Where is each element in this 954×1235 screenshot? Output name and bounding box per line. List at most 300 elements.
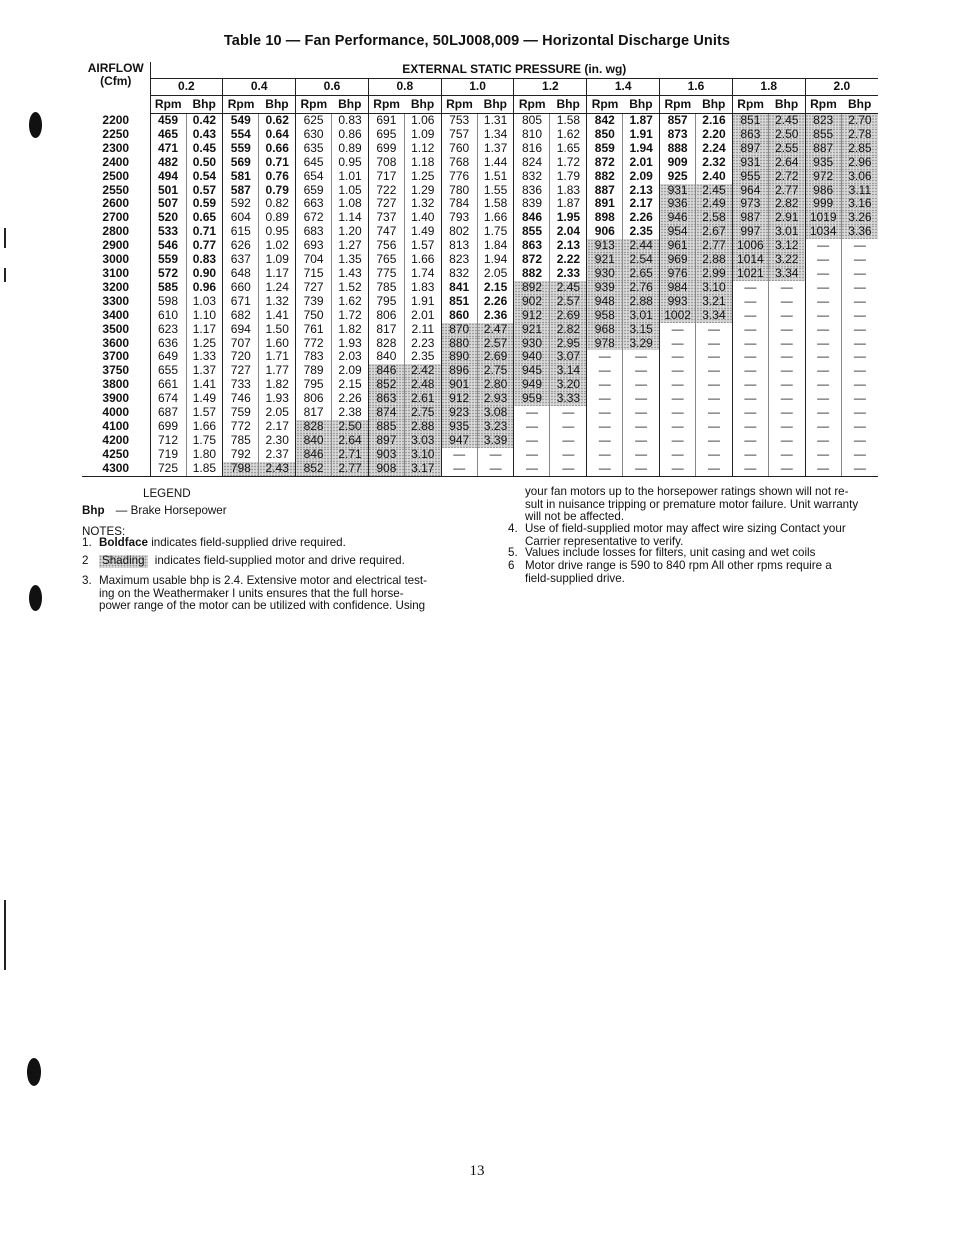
rpm-cell: 746 (223, 392, 259, 406)
rpm-cell: — (587, 392, 623, 406)
bhp-cell: 1.44 (477, 156, 514, 170)
bhp-cell: — (841, 448, 878, 462)
bhp-cell: — (841, 392, 878, 406)
bhp-cell: 2.09 (332, 364, 369, 378)
table-row (82, 142, 878, 156)
binder-hole-mark (27, 1058, 41, 1086)
bhp-cell: 0.77 (186, 239, 223, 253)
rpm-subheader: Rpm (805, 96, 841, 114)
bhp-cell: 1.09 (404, 128, 441, 142)
rpm-cell: 604 (223, 211, 259, 225)
rpm-cell: — (587, 420, 623, 434)
bhp-cell: 3.03 (404, 434, 441, 448)
note-2-text: indicates field-supplied motor and drive required. (151, 554, 405, 567)
bhp-cell: — (841, 420, 878, 434)
rpm-cell: 569 (223, 156, 259, 170)
rpm-cell: 874 (368, 406, 404, 420)
rpm-cell: — (732, 434, 768, 448)
bhp-cell: — (623, 462, 660, 476)
rpm-cell: — (660, 350, 696, 364)
bhp-cell: 1.80 (186, 448, 223, 462)
bhp-cell: 1.83 (550, 184, 587, 198)
rpm-cell: 828 (296, 420, 332, 434)
bhp-cell: 1.25 (404, 170, 441, 184)
rpm-cell: 925 (660, 170, 696, 184)
note-3-continued-line: your fan motors up to the horsepower ratings shown will not re- (525, 485, 849, 498)
table-row (82, 350, 878, 364)
bhp-cell: 3.29 (623, 337, 660, 351)
bhp-cell: — (623, 406, 660, 420)
bhp-cell: 2.17 (623, 197, 660, 211)
rpm-cell: 839 (514, 197, 550, 211)
rpm-cell: 948 (587, 295, 623, 309)
rpm-cell: 806 (296, 392, 332, 406)
rpm-cell: — (660, 448, 696, 462)
bhp-cell: 1.75 (477, 225, 514, 239)
rpm-cell: 969 (660, 253, 696, 267)
edge-mark (4, 268, 6, 282)
bhp-cell: — (550, 434, 587, 448)
rpm-cell: 930 (587, 267, 623, 281)
rpm-cell: 699 (368, 142, 404, 156)
bhp-cell: 1.14 (332, 211, 369, 225)
bhp-cell: — (768, 448, 805, 462)
bhp-cell: — (696, 448, 733, 462)
rpm-cell: 776 (441, 170, 477, 184)
rpm-cell: 976 (660, 267, 696, 281)
rpm-cell: — (660, 323, 696, 337)
rpm-cell: — (587, 462, 623, 476)
bhp-cell: 3.10 (696, 281, 733, 295)
rpm-cell: — (732, 378, 768, 392)
note-3-line: ing on the Weathermaker I units ensures that the full horse- (99, 586, 404, 600)
bhp-cell: 3.10 (404, 448, 441, 462)
rpm-subheader: Rpm (441, 96, 477, 114)
rpm-cell: 863 (732, 128, 768, 142)
bhp-cell: 1.37 (186, 364, 223, 378)
bhp-cell: 2.43 (259, 462, 296, 476)
rpm-cell: — (660, 392, 696, 406)
rpm-cell: 715 (296, 267, 332, 281)
rpm-cell: — (805, 253, 841, 267)
note-2-number: 2 (82, 554, 89, 567)
rpm-cell: — (587, 364, 623, 378)
bhp-cell: — (841, 434, 878, 448)
airflow-cell: 3300 (102, 294, 130, 308)
rpm-cell: 559 (150, 253, 186, 267)
rpm-cell: 648 (223, 267, 259, 281)
rpm-cell: — (732, 392, 768, 406)
bhp-cell: 1.57 (186, 406, 223, 420)
bhp-subheader: Bhp (186, 96, 223, 114)
rpm-subheader: Rpm (514, 96, 550, 114)
rpm-cell: 935 (805, 156, 841, 170)
bhp-cell: 0.90 (186, 267, 223, 281)
bhp-cell: 1.62 (550, 128, 587, 142)
bhp-cell: 2.38 (332, 406, 369, 420)
bhp-cell: 1.49 (404, 225, 441, 239)
rpm-cell: 482 (150, 156, 186, 170)
bhp-cell: 2.57 (550, 295, 587, 309)
table-row (82, 211, 878, 225)
bhp-cell: 1.66 (477, 211, 514, 225)
rpm-cell: 636 (150, 337, 186, 351)
bhp-cell: — (696, 420, 733, 434)
bhp-cell: 2.93 (477, 392, 514, 406)
bhp-cell: 1.24 (259, 281, 296, 295)
note-6-line: field-supplied drive. (525, 571, 625, 585)
bhp-cell: 2.61 (404, 392, 441, 406)
bhp-cell: — (623, 420, 660, 434)
rpm-cell: 1014 (732, 253, 768, 267)
bhp-cell: 2.75 (404, 406, 441, 420)
note-1-bold-term: Boldface (99, 536, 148, 549)
bhp-cell: 2.88 (696, 253, 733, 267)
note-4-number: 4. (508, 522, 518, 535)
rpm-cell: 863 (368, 392, 404, 406)
bhp-cell: — (841, 267, 878, 281)
rpm-subheader: Rpm (223, 96, 259, 114)
rpm-cell: 775 (368, 267, 404, 281)
bhp-cell: 1.84 (477, 239, 514, 253)
bhp-cell: 2.58 (696, 211, 733, 225)
bhp-cell: 3.36 (841, 225, 878, 239)
rpm-cell: 494 (150, 170, 186, 184)
rpm-cell: 587 (223, 184, 259, 198)
rpm-cell: 902 (514, 295, 550, 309)
rpm-cell: — (514, 434, 550, 448)
table-row (82, 114, 878, 128)
bhp-cell: — (623, 364, 660, 378)
rpm-cell: 906 (587, 225, 623, 239)
rpm-cell: 816 (514, 142, 550, 156)
rpm-cell: 585 (150, 281, 186, 295)
bhp-cell: — (623, 378, 660, 392)
rpm-subheader: Rpm (587, 96, 623, 114)
rpm-cell: 840 (296, 434, 332, 448)
rpm-cell: 872 (587, 156, 623, 170)
bhp-cell: 1.40 (404, 211, 441, 225)
rpm-cell: 855 (514, 225, 550, 239)
airflow-cell: 3900 (102, 392, 130, 406)
rpm-cell: 993 (660, 295, 696, 309)
rpm-cell: 851 (441, 295, 477, 309)
rpm-cell: — (732, 309, 768, 323)
rpm-cell: 572 (150, 267, 186, 281)
table-row (82, 253, 878, 267)
bhp-cell: 2.50 (768, 128, 805, 142)
rpm-cell: 1006 (732, 239, 768, 253)
bhp-cell: 0.45 (186, 142, 223, 156)
rpm-cell: 912 (441, 392, 477, 406)
bhp-cell: 2.99 (696, 267, 733, 281)
rpm-cell: 761 (296, 323, 332, 337)
rpm-cell: — (732, 323, 768, 337)
bhp-cell: — (768, 309, 805, 323)
rpm-cell: 832 (514, 170, 550, 184)
airflow-cell: 4000 (102, 406, 130, 420)
airflow-cell: 2550 (102, 183, 130, 197)
rpm-cell: 546 (150, 239, 186, 253)
bhp-cell: 2.37 (259, 448, 296, 462)
bhp-cell: 1.85 (186, 462, 223, 476)
rpm-cell: — (805, 337, 841, 351)
bhp-cell: 2.01 (404, 309, 441, 323)
bhp-cell: 0.79 (259, 184, 296, 198)
bhp-cell: 2.15 (332, 378, 369, 392)
bhp-cell: 0.42 (186, 114, 223, 128)
rpm-cell: 997 (732, 225, 768, 239)
bhp-cell: — (768, 462, 805, 476)
rpm-cell: — (805, 392, 841, 406)
rpm-cell: 704 (296, 253, 332, 267)
rpm-cell: 660 (223, 281, 259, 295)
bhp-subheader: Bhp (623, 96, 660, 114)
bhp-cell: — (841, 364, 878, 378)
bhp-cell: — (841, 350, 878, 364)
rpm-cell: — (660, 462, 696, 476)
bhp-cell: 0.71 (259, 156, 296, 170)
rpm-cell: 945 (514, 364, 550, 378)
bhp-cell: 1.10 (186, 309, 223, 323)
rpm-subheader: Rpm (368, 96, 404, 114)
bhp-cell: 2.45 (768, 114, 805, 128)
airflow-cell: 3400 (102, 308, 130, 322)
rpm-cell: 873 (660, 128, 696, 142)
rpm-cell: 712 (150, 434, 186, 448)
table-row (82, 434, 878, 448)
airflow-cell: 4200 (102, 433, 130, 447)
bhp-cell: 1.58 (550, 114, 587, 128)
rpm-cell: 795 (296, 378, 332, 392)
pressure-header: 0.2 (150, 79, 223, 96)
bhp-cell: 2.95 (550, 337, 587, 351)
rpm-cell: 465 (150, 128, 186, 142)
table-row (82, 170, 878, 184)
rpm-cell: 936 (660, 197, 696, 211)
bhp-cell: 2.17 (259, 420, 296, 434)
rpm-cell: 841 (441, 281, 477, 295)
rpm-cell: 757 (441, 128, 477, 142)
table-row (82, 337, 878, 351)
airflow-cell: 3600 (102, 336, 130, 350)
rpm-cell: — (732, 364, 768, 378)
rpm-cell: — (805, 434, 841, 448)
note-3 (82, 575, 462, 615)
airflow-cell: 3200 (102, 280, 130, 294)
rpm-cell: 846 (514, 211, 550, 225)
airflow-header-unit: (Cfm) (100, 74, 132, 88)
rpm-cell: 760 (441, 142, 477, 156)
rpm-cell: 931 (660, 184, 696, 198)
airflow-cell: 3700 (102, 350, 130, 364)
bhp-cell: — (696, 462, 733, 476)
rpm-cell: 785 (223, 434, 259, 448)
bhp-cell: 1.93 (259, 392, 296, 406)
rpm-cell: 968 (587, 323, 623, 337)
bhp-cell: 0.43 (186, 128, 223, 142)
rpm-cell: 626 (223, 239, 259, 253)
rpm-cell: 759 (223, 406, 259, 420)
bhp-cell: — (841, 337, 878, 351)
rpm-cell: 507 (150, 197, 186, 211)
page-number: 13 (469, 1163, 485, 1179)
bhp-cell: 0.89 (259, 211, 296, 225)
rpm-cell: 890 (441, 350, 477, 364)
bhp-cell: — (768, 434, 805, 448)
rpm-cell: 947 (441, 434, 477, 448)
bhp-cell: 1.93 (332, 337, 369, 351)
airflow-cell: 2600 (102, 197, 130, 211)
rpm-cell: 672 (296, 211, 332, 225)
airflow-cell: 3000 (102, 253, 130, 267)
rpm-cell: 630 (296, 128, 332, 142)
bhp-cell: 2.88 (404, 420, 441, 434)
rpm-cell: 810 (514, 128, 550, 142)
rpm-cell: 655 (150, 364, 186, 378)
rpm-cell: 888 (660, 142, 696, 156)
rpm-cell: 870 (441, 323, 477, 337)
rpm-cell: 792 (223, 448, 259, 462)
rpm-cell: — (732, 350, 768, 364)
bhp-cell: 1.09 (259, 253, 296, 267)
bhp-cell: 3.08 (477, 406, 514, 420)
rpm-cell: 852 (296, 462, 332, 476)
note-6 (508, 560, 888, 587)
bhp-cell: 1.12 (404, 142, 441, 156)
bhp-cell: 2.57 (477, 337, 514, 351)
airflow-cell: 3500 (102, 322, 130, 336)
bhp-cell: 1.95 (550, 211, 587, 225)
bhp-cell: — (841, 295, 878, 309)
bhp-cell: 2.82 (550, 323, 587, 337)
rpm-cell: 671 (223, 295, 259, 309)
bhp-cell: 2.03 (332, 350, 369, 364)
rpm-cell: — (805, 462, 841, 476)
airflow-cell: 2800 (102, 225, 130, 239)
bhp-cell: 2.26 (623, 211, 660, 225)
rpm-cell: 635 (296, 142, 332, 156)
rpm-cell: 733 (223, 378, 259, 392)
bhp-cell: — (696, 350, 733, 364)
bhp-cell: 3.16 (841, 197, 878, 211)
edge-mark (4, 228, 6, 248)
pressure-header: 1.4 (587, 79, 660, 96)
rpm-cell: 887 (587, 184, 623, 198)
external-static-pressure-header: EXTERNAL STATIC PRESSURE (in. wg) (150, 62, 878, 79)
rpm-cell: — (732, 406, 768, 420)
legend-bhp-abbr: Bhp (82, 504, 105, 517)
rpm-cell: — (441, 448, 477, 462)
rpm-cell: 739 (296, 295, 332, 309)
bhp-cell: 3.34 (696, 309, 733, 323)
table-row (82, 420, 878, 434)
rpm-cell: 898 (587, 211, 623, 225)
rpm-cell: 768 (441, 156, 477, 170)
bhp-cell: 1.33 (186, 350, 223, 364)
note-1 (82, 537, 482, 550)
bhp-cell: 2.16 (696, 114, 733, 128)
bhp-subheader: Bhp (477, 96, 514, 114)
bhp-cell: 2.77 (768, 184, 805, 198)
rpm-cell: 795 (368, 295, 404, 309)
bhp-cell: 2.50 (332, 420, 369, 434)
bhp-cell: 2.70 (841, 114, 878, 128)
bhp-cell: 0.83 (332, 114, 369, 128)
bhp-cell: — (841, 309, 878, 323)
bhp-cell: 3.20 (550, 378, 587, 392)
airflow-cell: 2250 (102, 127, 130, 141)
table-row (82, 364, 878, 378)
bhp-cell: — (768, 364, 805, 378)
bhp-cell: 3.34 (768, 267, 805, 281)
rpm-cell: — (660, 378, 696, 392)
rpm-cell: 921 (514, 323, 550, 337)
rpm-cell: 687 (150, 406, 186, 420)
table-row (82, 128, 878, 142)
rpm-cell: 682 (223, 309, 259, 323)
rpm-cell: 961 (660, 239, 696, 253)
table-title: Table 10 — Fan Performance, 50LJ008,009 — Horizontal Discharge Units (223, 33, 731, 49)
rpm-cell: — (732, 337, 768, 351)
bhp-cell: 1.49 (186, 392, 223, 406)
rpm-cell: 863 (514, 239, 550, 253)
table-row (82, 184, 878, 198)
bhp-cell: 1.72 (550, 156, 587, 170)
bhp-cell: 2.49 (696, 197, 733, 211)
rpm-cell: 753 (441, 114, 477, 128)
rpm-cell: 798 (223, 462, 259, 476)
bhp-cell: 0.62 (259, 114, 296, 128)
airflow-cell: 2200 (102, 113, 130, 127)
bhp-cell: 1.03 (186, 295, 223, 309)
bhp-cell: 1.20 (332, 225, 369, 239)
rpm-cell: — (514, 462, 550, 476)
rpm-cell: 852 (368, 378, 404, 392)
rpm-cell: 823 (805, 114, 841, 128)
bhp-cell: 0.76 (259, 170, 296, 184)
rpm-cell: 842 (587, 114, 623, 128)
note-3-number: 3. (82, 574, 92, 587)
bhp-cell: — (696, 378, 733, 392)
rpm-cell: 625 (296, 114, 332, 128)
bhp-cell: 2.55 (768, 142, 805, 156)
rpm-cell: 958 (587, 309, 623, 323)
rpm-cell: 471 (150, 142, 186, 156)
note-2 (82, 555, 482, 569)
rpm-cell: 637 (223, 253, 259, 267)
bhp-cell: 1.87 (550, 197, 587, 211)
bhp-cell: 1.37 (477, 142, 514, 156)
rpm-cell: — (732, 420, 768, 434)
rpm-cell: 694 (223, 323, 259, 337)
table-row (82, 323, 878, 337)
bhp-cell: 2.04 (550, 225, 587, 239)
rpm-cell: 946 (660, 211, 696, 225)
rpm-cell: 780 (441, 184, 477, 198)
rpm-cell: 645 (296, 156, 332, 170)
bhp-cell: 2.42 (404, 364, 441, 378)
bhp-cell: 2.69 (550, 309, 587, 323)
bhp-cell: 1.71 (259, 350, 296, 364)
rpm-cell: 695 (368, 128, 404, 142)
bhp-cell: — (768, 295, 805, 309)
rpm-cell: 750 (296, 309, 332, 323)
bhp-cell: 2.36 (477, 309, 514, 323)
note-6-line: Motor drive range is 590 to 840 rpm All other rpms require a (525, 559, 832, 572)
rpm-cell: — (514, 448, 550, 462)
bhp-cell: — (768, 337, 805, 351)
